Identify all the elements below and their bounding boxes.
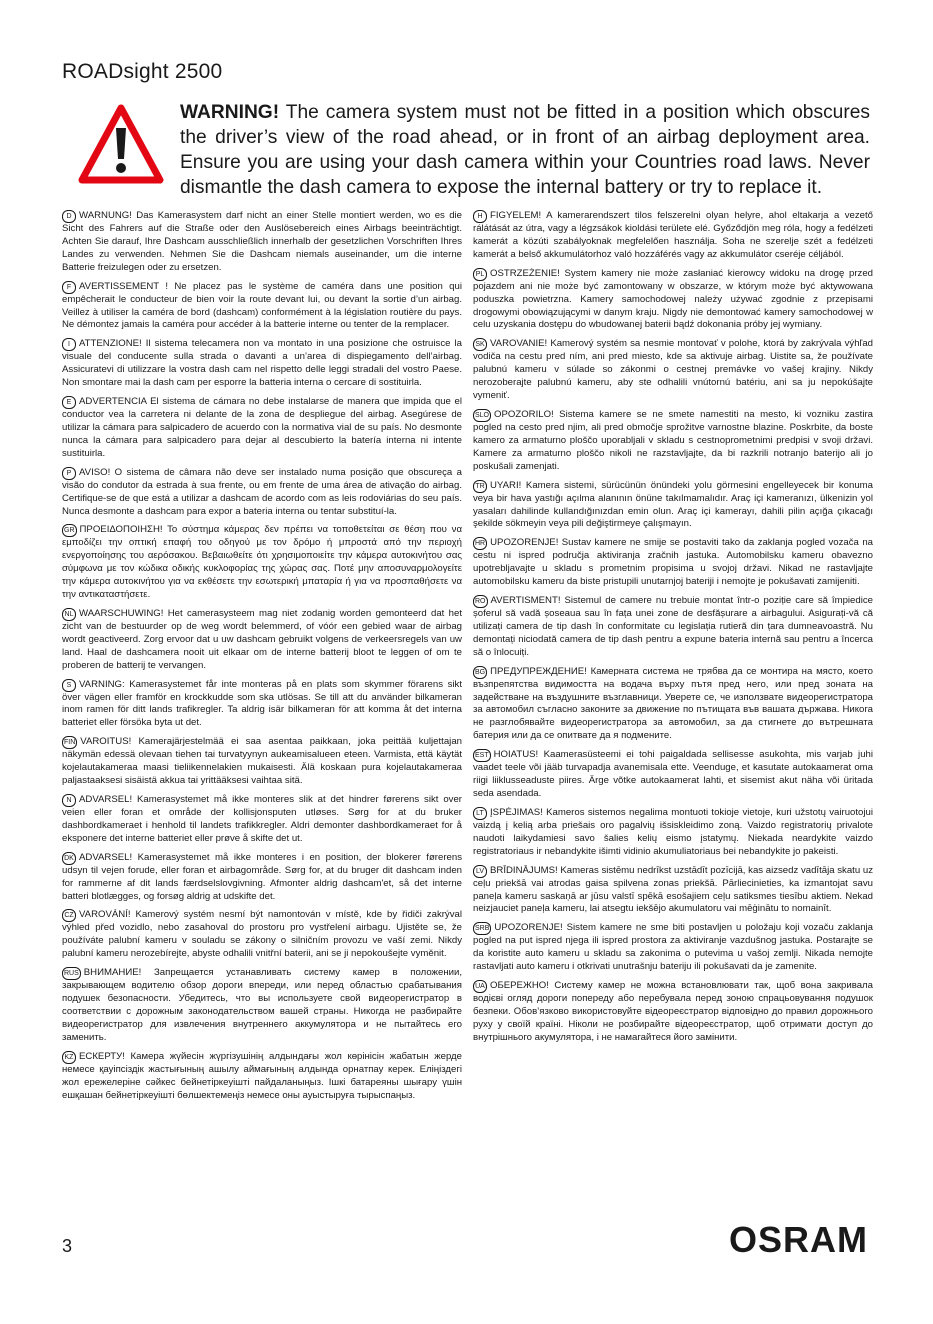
- warning-paragraph: [473, 980, 873, 1045]
- paragraph-text: ĮSPĖJIMAS! Kameros sistemos negalima montuoti tokioje vietoje, kuri užstotų vairuotojui vaizdą į kelią arba priešais oro pagalvių išsiskleidimo zoną. Vaizdo registratorių privalote naudoti laikydamiesi savo šalies kelių eismo įstatymų. Niekada neardykite vaizdo registratoriaus ir nebandykite išimti vidinio akumuliatoriaus bei nebandykite jo pakeisti.: [473, 806, 873, 857]
- warning-paragraph: [62, 794, 462, 846]
- paragraph-text: ПРЕДУПРЕЖДЕНИЕ! Камерната система не трябва да се монтира на място, което възпрепятства видимостта на водача върху пътя пред него, или пред зоната на задействане на въздушните възглавници. Уверете се, че използвате видеорегистратора за автомобил съгласно законите за движение по пътищата във вашата държава. Никога не разглобявайте видеорегистратора за автомобил, за да стигнете до вътрешната батерия или да се опитвате да я подмените.: [473, 665, 873, 742]
- paragraph-text: ATTENZIONE! Il sistema telecamera non va montato in una posizione che ostruisce la visuale del conducente sulla strada o davanti a un’area di dispiegamento dell’airbag. Assicuratevi di utilizzare la vostra dash cam nel rispetto delle leggi stradali del vostro Paese. Non smontare mai la dash cam per esporre la batteria interna o cercare di sostituirla.: [62, 338, 462, 389]
- brand-logo: OSRAM: [729, 1219, 868, 1260]
- warning-paragraph: [473, 807, 873, 859]
- paragraph-text: AVERTISMENT! Sistemul de camere nu trebuie montat într-o poziție care să împiedice șoferul să vadă șoseaua sau în fața unei zone de desfășurare a airbagului. Asigurați-vă că utilizați camera de tip dash în conformitate cu legislația rutieră din țara dumneavoastră. Nu demontați niciodată camera de tip dash pentru a expune bateria internă sau pentru a încerca să o înlocuiți.: [473, 595, 873, 658]
- language-code-badge: SLO: [473, 409, 491, 422]
- warning-text: [180, 100, 870, 200]
- warning-paragraph: [62, 608, 462, 673]
- language-code-badge: TR: [473, 480, 487, 493]
- paragraph-text: AVERTISSEMENT ! Ne placez pas le système de caméra dans une position qui empêcherait le conducteur de bien voir la route devant lui, ou devant la sortie d’un airbag. Veillez à utiliser la caméra de bord (dashcam) conformément à la législation routière du pays. Ne démontez jamais la caméra pour accéder à la batterie interne ou tenter de la remplacer.: [62, 280, 462, 331]
- warning-paragraph: [473, 749, 873, 801]
- warning-triangle-icon: [78, 104, 164, 184]
- warning-paragraph: [62, 736, 462, 788]
- language-code-badge: LT: [473, 807, 487, 820]
- paragraph-text: VAROVANIE! Kamerový systém sa nesmie montovať v polohe, ktorá by zakrývala výhľad vodiča na cestu pred ním, ani pred miesto, kde sa aktivuje airbag. Uistite sa, že používate palubnú kameru v súlade so zákonmi o cestnej premávke vo vašej krajiny. Nikdy nerozoberajte palubnú kameru, aby ste odhalili vnútornú batériu, ani sa ju nepokúšajte vymeniť.: [473, 338, 873, 402]
- language-code-badge: GR: [62, 524, 77, 537]
- warning-paragraph: [62, 909, 462, 961]
- language-code-badge: E: [62, 396, 76, 409]
- language-code-badge: LV: [473, 865, 487, 878]
- paragraph-text: VARNING: Kamerasystemet får inte monteras på en plats som skymmer förarens sikt över vägen eller framför en krockkudde som ska utlösas. Se till att du använder bilkameran inom ramen för ditt lands trafikregler. Ta aldrig isär bilkameran för att komma åt det interna batteriet eller försöka byta ut det.: [62, 678, 462, 729]
- warning-paragraph: [62, 679, 462, 731]
- warning-paragraph: [62, 281, 462, 333]
- warning-paragraph: [62, 210, 462, 275]
- paragraph-text: ADVARSEL! Kamerasystemet må ikke monteres i en position, der blokerer førerens udsyn til vejen forude, eller foran et airbagområde. Sørg for, at du bruger dit dashcam inden for rammerne af dit lands færdselslovgivning. Afmonter aldrig dashcam'et, så det interne batteri blotlægges, og forsøg aldrig at udskifte det.: [62, 851, 462, 902]
- warning-paragraph: [473, 666, 873, 744]
- warning-paragraph: [473, 480, 873, 532]
- language-code-badge: P: [62, 467, 76, 480]
- language-code-badge: UA: [473, 980, 487, 993]
- warning-label: WARNING!: [180, 102, 280, 123]
- language-code-badge: EST: [473, 749, 491, 762]
- paragraph-text: UPOZORENJE! Sistem kamere ne sme biti postavljen u položaju koji vozaču zaklanja pogled na put ispred njega ili ispred prostora za aktiviranje vazdušnog jastuka. Postarajte se da koristite auto kameru u skladu sa zakonima o putevima u vašoj zemlji. Nikada nemojte rastavljati auto kameru i otkrivati unutrašnju bateriju ili pokušavati da je zamenite.: [473, 922, 873, 973]
- warning-paragraph: [62, 1051, 462, 1103]
- paragraph-text: VAROVÁNÍ! Kamerový systém nesmí být namontován v místě, kde by řidiči zakrýval výhled před vozidlo, nebo zasahoval do prostoru pro vystřelení airbagu. Ujistěte se, že používáte palubní kameru v souladu se zákony o silničním provozu ve vaší zemi. Nikdy palubní kameru nerozebírejte, abyste odhalili vnitřní baterii, ani se ji nepokoušejte vyměnit.: [62, 909, 462, 960]
- column-right: [473, 210, 873, 1051]
- language-code-badge: DK: [62, 852, 76, 865]
- language-code-badge: D: [62, 210, 76, 223]
- language-code-badge: KZ: [62, 1051, 76, 1064]
- warning-block: [62, 100, 872, 205]
- paragraph-text: OPOZORILO! Sistema kamere se ne smete namestiti na mesto, ki vozniku zastira pogled na cesto pred njim, ali pred območje sprožitve varnostne blazine. Poskrbite, da boste kamero za armaturno ploščo uporabljali v skladu s cestnoprometnimi predpisi v svoji državi. Kamere za armaturno ploščo nikoli ne razstavljajte, da bi razkrili notranjo baterijo ali jo poskušali zamenjati.: [473, 408, 873, 472]
- paragraph-text: WARNUNG! Das Kamerasystem darf nicht an einer Stelle montiert werden, wo es die Sicht des Fahrers auf die Straße oder den Auslösebereich eines Airbags beeinträchtigt. Achten Sie darauf, Ihre Dashcam ausschließlich innerhalb der gesetzlichen Vorschriften Ihres Landes zu verwenden. Nehmen Sie die Dashcam niemals auseinander, um die interne Batterie freizulegen oder zu ersetzen.: [62, 210, 462, 273]
- warning-paragraph: [473, 409, 873, 474]
- paragraph-text: BRĪDINĀJUMS! Kameras sistēmu nedrīkst uzstādīt pozīcijā, kas aizsedz vadītāja skatu uz ceļu priekšā vai atrodas gaisa spilvena zonas priekšā. Pārliecinieties, ka izmantojat savu paneļa kameru saskaņā ar jūsu valstī spēkā esošajiem ceļu satiksmes tiesību aktiem. Nekad neizjauciet paneļa kameru, lai atsegtu iekšējo akumulatoru vai mēģinātu to nomainīt.: [473, 864, 873, 915]
- language-code-badge: H: [473, 210, 487, 223]
- warning-paragraph: [62, 467, 462, 519]
- language-code-badge: SRB: [473, 922, 491, 935]
- paragraph-text: ЕСКЕРТУ! Камера жүйесін жүргізушінің алдындағы жол көрінісін жабатын жерде немесе қауіпсіздік жастығының ашылу аймағының алдында орнатпау керек. Еліңіздегі жол ережелеріне сәйкес бейнетіркеуішті пайдаланыңыз. Ішкі батареяны шығару үшін ешқашан бейнетіркеуішті бөлшектемеңіз немесе оны ауыстыруға тырыспаңыз.: [62, 1050, 462, 1101]
- paragraph-text: HOIATUS! Kaamerasüsteemi ei tohi paigaldada sellisesse asukohta, mis varjab juhi vaadet teele või jääb turvapadja avanemisala ette. Veenduge, et kasutate autokaamerat oma riigi liiklusseaduste piires. Ärge võtke autokaamerat lahti, et sisemist akut näha või üritada seda asendada.: [473, 749, 873, 799]
- paragraph-text: FIGYELEM! A kamerarendszert tilos felszerelni olyan helyre, ahol eltakarja a vezető rálátását az útra, vagy a légzsákok kioldási területe elé. Győződjön meg róla, hogy a fedélzeti kamerát a közúti szabályoknak megfelelően használja. Soha ne szerelje szét a fedélzeti kamerát a belső akkumulátorhoz való hozzáférés vagy az akkumulátor cseréje céljából.: [473, 210, 873, 260]
- language-code-badge: RO: [473, 595, 488, 608]
- warning-message: The camera system must not be fitted in a position which obscures the driver’s view of the road ahead, or in front of an airbag deployment area. Ensure you are using your dash camera within your Countries road laws. Never dismantle the dash camera to expose the internal battery or try to replace it.: [180, 102, 870, 198]
- language-code-badge: F: [62, 281, 76, 294]
- warning-paragraph: [62, 524, 462, 602]
- language-code-badge: CZ: [62, 909, 76, 922]
- document-title: ROADsight 2500: [62, 60, 223, 83]
- paragraph-text: WAARSCHUWING! Het camerasysteem mag niet zodanig worden gemonteerd dat het zicht van de bestuurder op de weg wordt belemmerd, of vóór een gebied waar de airbag wordt geactiveerd. Zorg ervoor dat u uw dashcam gebruikt volgens de verkeersregels van uw land. Haal de dashcamera nooit uit elkaar om de interne batterij bloot te leggen of om te proberen de batterij te vervangen.: [62, 607, 462, 671]
- paragraph-text: ОБЕРЕЖНО! Систему камер не можна встановлювати так, щоб вона закривала водієві огляд дороги попереду або перебувала перед зоною спрацьовування подушок безпеки. Обов’язково використовуйте відеореєстратор відповідно до правил дорожнього руху у своїй країні. Ніколи не розбирайте відеореєстратор, щоб отримати доступ до внутрішнього акумулятора, і не намагайтеся його замінити.: [473, 980, 873, 1043]
- warning-paragraph: [473, 865, 873, 917]
- warning-paragraph: [473, 268, 873, 333]
- language-code-badge: SK: [473, 338, 487, 351]
- warning-paragraph: [473, 210, 873, 262]
- language-code-badge: N: [62, 794, 76, 807]
- paragraph-text: UYARI! Kamera sistemi, sürücünün önündeki yolu görmesini engelleyecek bir konuma veya bir hava yastığı açılma alanının önüne takılmamalıdır. Araç içi kameranızı, ülkenizin yol yasaları dahilinde kullandığınızdan emin olun. Araç içi kamerayı, dahili pilin açığa çıkacağı şekilde sökmeyin veya pili değiştirmeye çalışmayın.: [473, 479, 873, 530]
- warning-paragraph: [473, 595, 873, 660]
- language-code-badge: RUS: [62, 967, 81, 980]
- language-code-badge: PL: [473, 268, 487, 281]
- warning-paragraph: [62, 396, 462, 461]
- paragraph-text: AVISO! O sistema de câmara não deve ser instalado numa posição que obscureça a visão do condutor da estrada à sua frente, ou em frente de uma área de ativação do airbag. Certifique-se de que está a utilizar a dashcam de acordo com as leis rodoviárias do seu país. Nunca desmonte a dashcam para expor a bateria interna ou tentar substituí-la.: [62, 466, 462, 517]
- warning-paragraph: [62, 967, 462, 1045]
- warning-paragraph: [473, 922, 873, 974]
- paragraph-text: OSTRZEŻENIE! System kamery nie może zasłaniać kierowcy widoku na drogę przed pojazdem ani nie może być zamontowany w obszarze, w którym może być aktywowana poduszka powietrzna. Kamery samochodowej należy używać zgodnie z przepisami drogowymi obowiązującymi w danym kraju. Nigdy nie demontować kamery samochodowej w celu uzyskania dostępu do wbudowanej baterii bądź dokonania próby jej wymiany.: [473, 267, 873, 331]
- paragraph-text: ΠΡΟΕΙΔΟΠΟΙΗΣΗ! Το σύστημα κάμερας δεν πρέπει να τοποθετείται σε θέση που να εμποδίζει την οπτική επαφή του οδηγού με τον δρόμο ή μπροστά από την περιοχή ενεργοποίησης του αερόσακου. Βεβαιωθείτε ότι χρησιμοποιείτε την κάμερα αυτοκινήτου σας σύμφωνα με τον κώδικα οδικής κυκλοφορίας της χώρας σας. Ποτέ μην αποσυναρμολογείτε την κάμερα αυτοκινήτου για να εκθέσετε την εσωτερική μπαταρία ή για να προσπαθήσετε να την αντικαταστήσετε.: [62, 524, 462, 601]
- paragraph-text: VAROITUS! Kamerajärjestelmää ei saa asentaa paikkaan, joka peittää kuljettajan näkymän edessä olevaan tiehen tai turvatyynyn aukeamisalueen eteen. Varmista, että käytät kojelautakameraa maasi tieliikennelakien mukaisesti. Älä koskaan pura kojelautakameraa paljastaaksesi sisäistä akkua tai yrittääksesi vaihtaa sitä.: [62, 736, 462, 787]
- column-left: [62, 210, 462, 1108]
- language-code-badge: NL: [62, 608, 76, 621]
- warning-paragraph: [473, 338, 873, 403]
- paragraph-text: UPOZORENJE! Sustav kamere ne smije se postaviti tako da zaklanja pogled vozača na cestu ni ispred područja aktiviranja zračnih jastuka. Automobilsku kameru obavezno upotrebljavajte u skladu s prometnim propisima u svojoj državi. Nikad ne rastavljajte automobilsku kameru da biste pristupili unutarnjoj bateriji i nemojte je pokušavati zamijeniti.: [473, 537, 873, 588]
- paragraph-text: ADVERTENCIA El sistema de cámara no debe instalarse de manera que impida que el conductor vea la carretera ni delante de la zona de despliegue del airbag. Asegúrese de utilizar la cámara para salpicadero de acuerdo con la normativa vial de su país. No desmonte nunca la cámara para salpicadero para dejar al descubierto la batería interna ni intente sustituirla.: [62, 396, 462, 459]
- paragraph-text: ADVARSEL! Kamerasystemet må ikke monteres slik at det hindrer førerens sikt over veien eller foran et område der kollisjonsputen utløses. Sørg for at du bruker dashbordkameraet i henhold til landets trafikkregler. Aldri demonter dashbordkameraet for å eksponere det interne batteriet eller prøve å skifte det ut.: [62, 794, 462, 844]
- language-code-badge: I: [62, 338, 76, 351]
- language-code-badge: FIN: [62, 736, 77, 749]
- paragraph-text: ВНИМАНИЕ! Запрещается устанавливать систему камер в положении, закрывающем водителю обзор дороги впереди, или перед областью срабатывания подушек безопасности. Убедитесь, что вы используете свой видеорегистратор в соответствии с дорожным законодательством вашей страны. Никогда не разбирайте видеорегистратор для извлечения внутреннего аккумулятора и не пытайтесь его заменить.: [62, 967, 462, 1043]
- warning-paragraph: [62, 338, 462, 390]
- language-code-badge: S: [62, 679, 76, 692]
- page-number: 3: [62, 1236, 73, 1256]
- warning-paragraph: [473, 537, 873, 589]
- language-code-badge: BG: [473, 666, 487, 679]
- warning-paragraph: [62, 852, 462, 904]
- language-code-badge: HR: [473, 537, 487, 550]
